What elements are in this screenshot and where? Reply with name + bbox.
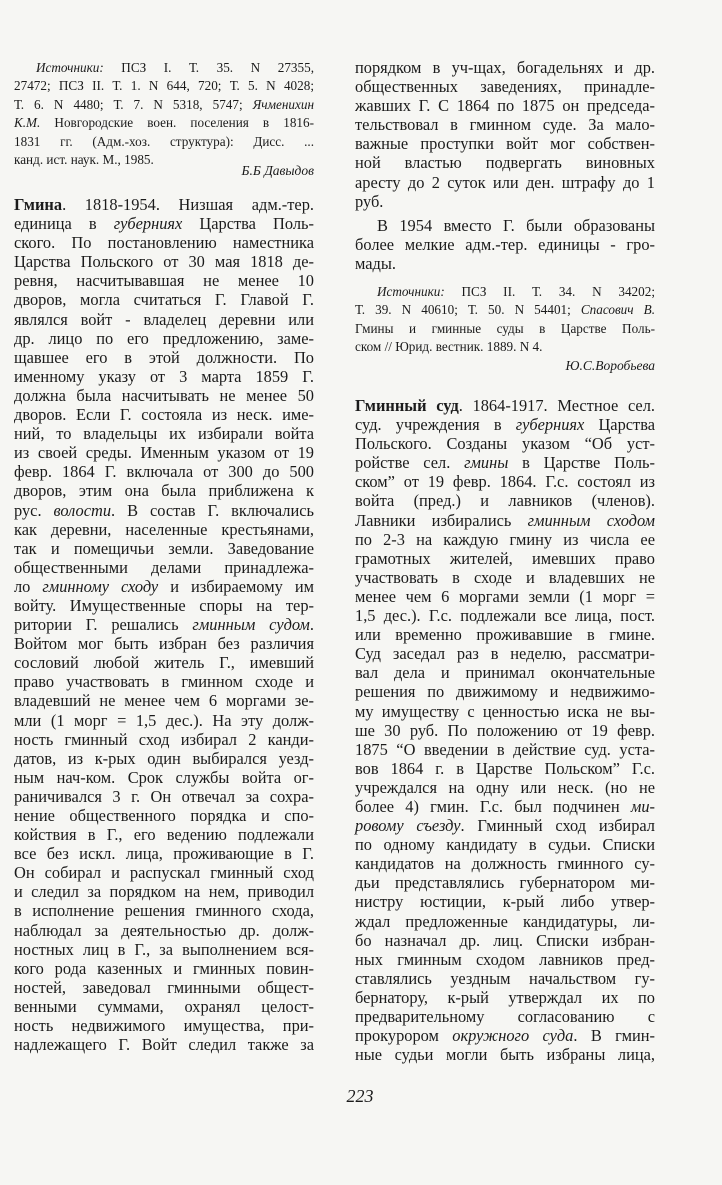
text-line: ского. По постановлению наместника [14, 233, 314, 253]
text-line: канд. ист. наук. М., 1985. [14, 152, 154, 168]
text-line [355, 396, 655, 415]
text-line: предварительному согласованию с [355, 1007, 655, 1026]
text-line: февр. 1864 Г. включала от 300 до 500 [14, 462, 314, 482]
text-line: жавших Г. С 1864 по 1875 он председа- [355, 96, 655, 116]
text-line [14, 114, 314, 132]
text-run: ройстве сел. [355, 453, 465, 473]
text-line: порядком в уч-щах, богадельнях и др. [355, 58, 655, 77]
italic-term: губерниях [113, 214, 183, 234]
text-run: . [309, 615, 314, 635]
text-run: в Царстве Поль- [508, 453, 655, 473]
text-line: владевший не менее чем 6 моргами зе- [14, 691, 314, 711]
article-gmina-1954-paragraph [355, 216, 655, 273]
text-line: учреждался на одну или неск. (но не [355, 777, 655, 797]
text-line: более мелкие адм.-тер. единицы - гро- [355, 235, 655, 255]
text-line: так и помещичьи земли. Заведование [14, 538, 314, 558]
italic-term: волости [53, 500, 112, 520]
text-run: ло [14, 576, 43, 596]
italic-term: гминному сходу [42, 576, 159, 596]
text-run: Царства [584, 415, 655, 435]
text-run: . Гминный сход избирал [460, 816, 655, 836]
italic-term: гминным судом [192, 615, 310, 635]
text-line: грамотных жителей, имевших право [355, 548, 655, 568]
text-line [14, 615, 314, 634]
text-run: суд. учреждения в [355, 415, 516, 435]
text-line [355, 453, 655, 472]
text-line: ностных лиц в Г., за выполнением вся- [14, 939, 314, 959]
text-run: и избираемому им [158, 576, 314, 596]
text-line: тельствовал в гминном суде. За мало- [355, 115, 655, 135]
text-line: ностей, заведовал гминными общест- [14, 977, 314, 997]
text-line: ных гминным сходом лавников пред- [355, 949, 655, 969]
text-run: единица в [14, 214, 114, 234]
text-line: 1831 гг. (Адм.-хоз. структура): Дисс. ... [14, 133, 314, 149]
text-line: вал дела и принимал окончательные [355, 663, 655, 683]
text-line: Польского. Созданы указом “Об уст- [355, 434, 655, 454]
italic-term: ми- [630, 796, 655, 816]
text-line: ревня, насчитывавшая не менее 10 [14, 271, 314, 291]
italic-term: Источники: [36, 60, 104, 75]
text-run: . 1818-1954. Низшая адм.-тер. [62, 195, 314, 214]
text-line: вов 1864 г. в Царстве Польском” Г.с. [355, 758, 655, 778]
article-gmina [14, 195, 314, 1054]
text-line: как деревни, населенные крестьянами, [14, 519, 314, 539]
text-run: . В состав Г. включались [111, 500, 314, 520]
italic-term: губерниях [515, 415, 585, 435]
text-line: му имуществу с ценностью иска не вы- [355, 701, 655, 721]
text-line [355, 1026, 655, 1045]
text-run: Т. 6. N 4480; Т. 7. N 5318, 5747; [14, 96, 253, 112]
text-line: Он собирал и распускал гминный сход [14, 863, 314, 883]
text-line: менее чем 6 моргами земли (1 морг = [355, 586, 655, 606]
italic-term: Источники: [377, 284, 445, 299]
text-line: др. лицо по его предложению, заме- [14, 328, 314, 348]
text-line: щавшее его в этой должности. По [14, 347, 314, 367]
text-line: кандидатов на должность гминного су- [355, 854, 655, 874]
italic-term: гминным сходом [527, 510, 655, 530]
text-run: . В гмин- [573, 1026, 655, 1046]
text-line: дворов, этим она была приближена к [14, 481, 314, 501]
italic-term: ровому съезду [355, 816, 461, 836]
text-line: датов, из к-рых один выбирался уезд- [14, 748, 314, 768]
text-line: мады. [355, 254, 396, 274]
text-line: ность гминный сход избирал 2 канди- [14, 729, 314, 749]
text-run: . 1864-1917. Местное сел. [458, 396, 655, 415]
text-run: прокурором [355, 1026, 453, 1046]
text-line: участвовать в сходе и владевших не [355, 567, 655, 587]
text-line [14, 195, 314, 214]
text-line: должна была насчитывать не менее 50 [14, 385, 314, 405]
text-line: Гмины и гминные суды в Царстве Поль- [355, 320, 655, 336]
text-line [14, 214, 314, 233]
italic-term: Ячменихин [252, 96, 314, 112]
text-line: Суд заседал раз в неделю, рассматри- [355, 644, 655, 664]
text-line [355, 797, 655, 816]
text-line: 27472; ПСЗ II. Т. 1. N 644, 720; Т. 5. N 4028; [14, 78, 314, 94]
text-line: койствия в Г., его ведению подлежали [14, 825, 314, 845]
text-line [14, 501, 314, 520]
text-run: ритории Г. решались [14, 615, 193, 635]
text-line [14, 96, 314, 114]
text-line: надлежащего Г. Войт следил также за [14, 1035, 314, 1055]
text-run: более 4) гмин. Г.с. был подчинен [355, 796, 631, 816]
text-line: именному указу от 3 марта 1859 Г. [14, 366, 314, 386]
text-line: ной властью подвергать виновных [355, 153, 655, 173]
text-line: ше 30 руб. По положению от 19 февр. [355, 720, 655, 740]
text-line: являлся войт - владелец деревни или [14, 309, 314, 329]
text-line: дворов. Если Г. состояла из неск. име- [14, 405, 314, 425]
text-line: или временно проживавшие в гмине. [355, 625, 655, 645]
text-line: нистру юстиции, к-рый либо утвер- [355, 892, 655, 912]
text-line: по 2-3 на каждую гмину из числа ее [355, 529, 655, 549]
author-signature-davydov: Б.Б Давыдов [241, 163, 314, 178]
text-line: по одному кандидату в судьи. Списки [355, 835, 655, 855]
text-line: ные судьи могли быть избраны лица, [355, 1045, 655, 1065]
text-line: войту. Имущественные споры на тер- [14, 595, 314, 615]
text-line: общественных заведениях, принадле- [355, 77, 655, 97]
text-line: в исполнение решения гминного схода, [14, 901, 314, 921]
article-headword: Гмина [14, 195, 63, 214]
text-line: ность недвижимого имущества, при- [14, 1016, 314, 1036]
author-signature-vorobyeva: Ю.С.Воробьева [565, 358, 655, 373]
text-line: дворов, могла считаться Г. Главой Г. [14, 290, 314, 310]
text-line [355, 415, 655, 434]
text-line: важные проступки войт мог собствен- [355, 134, 655, 154]
text-line [14, 577, 314, 596]
article-headword: Гминный суд [355, 396, 459, 415]
text-line: 1875 “О введении в действие суд. уста- [355, 739, 655, 759]
text-line: В 1954 вместо Г. были образованы [377, 216, 655, 235]
text-run: Т. 39. N 40610; Т. 50. N 54401; [355, 302, 581, 318]
text-line: решения по движимому и недвижимо- [355, 682, 655, 702]
text-line [355, 301, 655, 319]
text-line: Войтом мог быть избран без различия [14, 634, 314, 654]
text-line: общественными делами принадлежа- [14, 557, 314, 577]
text-line [14, 59, 314, 77]
text-run: Царства Поль- [182, 214, 314, 234]
text-line: наблюдал за деятельностью др. долж- [14, 920, 314, 940]
text-line: бо назначал др. лиц. Списки избран- [355, 930, 655, 950]
text-line [355, 283, 655, 301]
text-run: ПСЗ I. Т. 35. N 27355, [103, 60, 314, 75]
text-line: и следил за порядком на нем, приводил [14, 882, 314, 902]
text-line: бернатору, к-рый утверждал их по [355, 987, 655, 1007]
text-line: руб. [355, 191, 384, 211]
text-line: ний, то владельцы их избирали войта [14, 424, 314, 444]
text-line: ждал предложенные кандидатуры, ли- [355, 911, 655, 931]
text-line: мли (1 морг = 1,5 дес.). На эту долж- [14, 710, 314, 730]
sources-block-2 [355, 283, 655, 357]
article-gminny-sud [355, 396, 655, 1064]
text-run: Лавники избирались [355, 510, 528, 530]
text-run: ПСЗ II. Т. 34. N 34202; [444, 284, 655, 299]
text-line: из своей среды. Именным указом от 19 [14, 443, 314, 463]
text-line: аресту до 2 суток или ден. штрафу до 1 [355, 172, 655, 192]
italic-term: К.М. [14, 115, 41, 131]
article-gmina-continued [355, 58, 655, 211]
text-line: сословий любой житель Г., имевший [14, 653, 314, 673]
text-line: раничивался 3 г. Он отвечал за сохра- [14, 786, 314, 806]
text-line: ском” от 19 февр. 1864. Г.с. состоял из [355, 472, 655, 492]
text-line: нение общественного порядка и спо- [14, 806, 314, 825]
text-line: войта (пред.) и лавников (членов). [355, 491, 655, 511]
text-line [355, 511, 655, 530]
text-line: 1,5 дес.). Г.с. подлежали все лица, пост. [355, 606, 655, 626]
text-line: все без искл. лица, проживающие в Г. [14, 844, 314, 864]
text-line: ском // Юрид. вестник. 1889. N 4. [355, 339, 543, 355]
text-line [355, 816, 655, 835]
text-line: Царства Польского от 30 мая 1818 де- [14, 252, 314, 272]
text-line: венными суммами, охранял целост- [14, 996, 314, 1016]
italic-term: гмины [464, 453, 509, 473]
text-run: Новгородские воен. поселения в 1816- [40, 115, 314, 131]
text-line: ным нач-ком. Срок службы войта ог- [14, 767, 314, 787]
italic-term: Спасович В. [580, 302, 655, 318]
sources-block-1 [14, 59, 314, 169]
italic-term: окружного суда [452, 1026, 574, 1046]
text-line: дьи представлялись губернатором ми- [355, 873, 655, 893]
text-run: рус. [14, 500, 54, 520]
text-line: кого рода казенных и гминных повин- [14, 958, 314, 978]
page-number: 223 [346, 1086, 374, 1106]
text-line: право участвовать в гминном сходе и [14, 672, 314, 692]
text-line: ставлялись уездным начальством гу- [355, 968, 655, 988]
